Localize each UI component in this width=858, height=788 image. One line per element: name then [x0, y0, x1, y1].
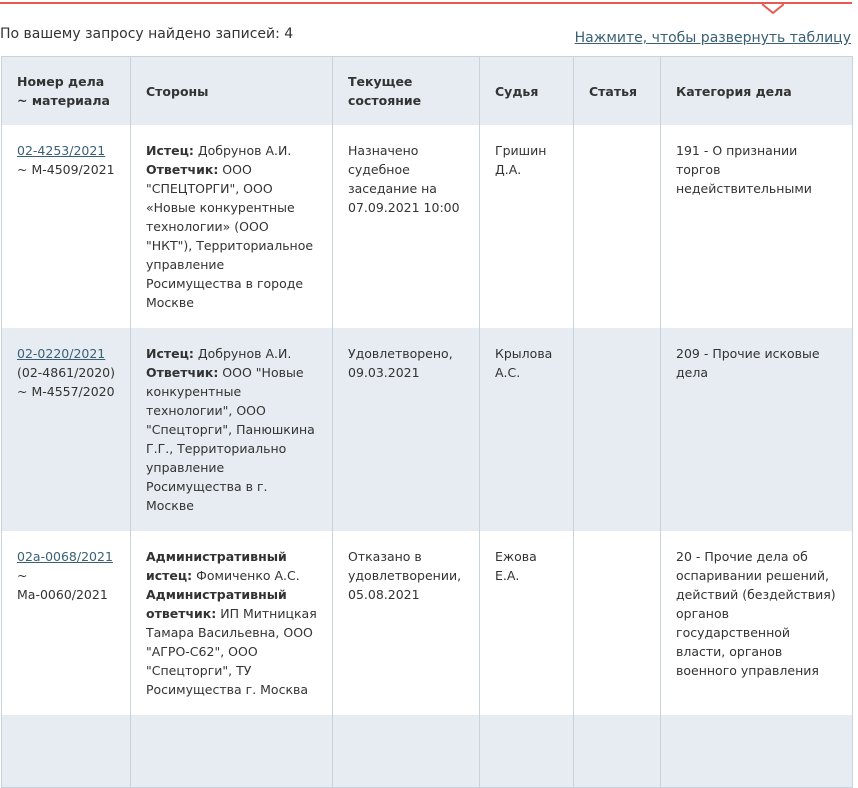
case-number-cell	[2, 715, 131, 788]
status-cell: Удовлетворено, 09.03.2021	[333, 328, 480, 531]
expand-table-link[interactable]: Нажмите, чтобы развернуть таблицу	[574, 30, 851, 46]
category-cell	[661, 715, 853, 788]
case-number-link[interactable]: 02-0220/2021	[17, 346, 106, 361]
case-material-number: ~ Ма-0060/2021	[17, 568, 108, 602]
result-count: По вашему запросу найдено записей: 4	[0, 26, 294, 42]
judge-cell: Ежова Е.А.	[480, 531, 574, 715]
col-header-article: Статья	[574, 57, 661, 126]
category-cell: 191 - О признании торгов недействительными	[661, 125, 853, 328]
col-header-case-number: Номер дела ~ материала	[2, 57, 131, 126]
plaintiff-label: Административный истец:	[146, 549, 287, 583]
col-header-category: Категория дела	[661, 57, 853, 126]
cases-table	[1, 56, 853, 788]
plaintiff-label: Истец:	[146, 143, 194, 158]
parties-cell	[131, 328, 333, 531]
table-row	[2, 125, 853, 328]
plaintiff-label: Истец:	[146, 346, 194, 361]
table-row	[2, 715, 853, 788]
table-row	[2, 531, 853, 715]
case-number-cell	[2, 531, 131, 715]
top-accent-line	[0, 0, 852, 4]
defendant-label: Ответчик:	[146, 365, 219, 380]
case-material-number: (02-4861/2020) ~ М-4557/2020	[17, 365, 116, 399]
judge-cell	[480, 715, 574, 788]
status-cell: Отказано в удовлетворении, 05.08.2021	[333, 531, 480, 715]
notch-arrow-icon	[762, 3, 784, 15]
col-header-parties: Стороны	[131, 57, 333, 126]
article-cell	[574, 125, 661, 328]
status-cell: Назначено судебное заседание на 07.09.2021 10:00	[333, 125, 480, 328]
parties-cell	[131, 125, 333, 328]
status-cell	[333, 715, 480, 788]
case-number-cell	[2, 328, 131, 531]
defendant-names: ИП Митницкая Тамара Васильевна, ООО "АГРО-С62", ООО "Спецторги", ТУ Росимущества г. Москва	[146, 606, 317, 697]
case-number-cell	[2, 125, 131, 328]
plaintiff-name: Добрунов А.И.	[193, 143, 292, 158]
category-cell: 209 - Прочие исковые дела	[661, 328, 853, 531]
case-number-link[interactable]: 02а-0068/2021	[17, 549, 113, 564]
article-cell	[574, 531, 661, 715]
category-cell: 20 - Прочие дела об оспаривании решений, действий (бездействия) органов государственной власти, органов военного управления	[661, 531, 853, 715]
plaintiff-name: Фомиченко А.С.	[192, 568, 300, 583]
article-cell	[574, 715, 661, 788]
col-header-status: Текущее состояние	[333, 57, 480, 126]
case-number-link[interactable]: 02-4253/2021	[17, 143, 106, 158]
case-material-number: ~ М-4509/2021	[17, 162, 115, 177]
article-cell	[574, 328, 661, 531]
judge-cell: Гришин Д.А.	[480, 125, 574, 328]
parties-cell	[131, 715, 333, 788]
defendant-label: Ответчик:	[146, 162, 219, 177]
defendant-names: ООО "СПЕЦТОРГИ", ООО «Новые конкурентные технологии» (ООО "НКТ"), Территориальное управление Росимущества в городе Москве	[146, 162, 314, 310]
table-header-row	[2, 57, 853, 126]
table-row	[2, 328, 853, 531]
judge-cell: Крылова А.С.	[480, 328, 574, 531]
defendant-names: ООО "Новые конкурентные технологии", ООО "Спецторги", Панюшкина Г.Г., Территориально управление Росимущества в г. Москве	[146, 365, 315, 513]
plaintiff-name: Добрунов А.И.	[193, 346, 292, 361]
defendant-label: Административный ответчик:	[146, 587, 287, 621]
col-header-judge: Судья	[480, 57, 574, 126]
parties-cell	[131, 531, 333, 715]
